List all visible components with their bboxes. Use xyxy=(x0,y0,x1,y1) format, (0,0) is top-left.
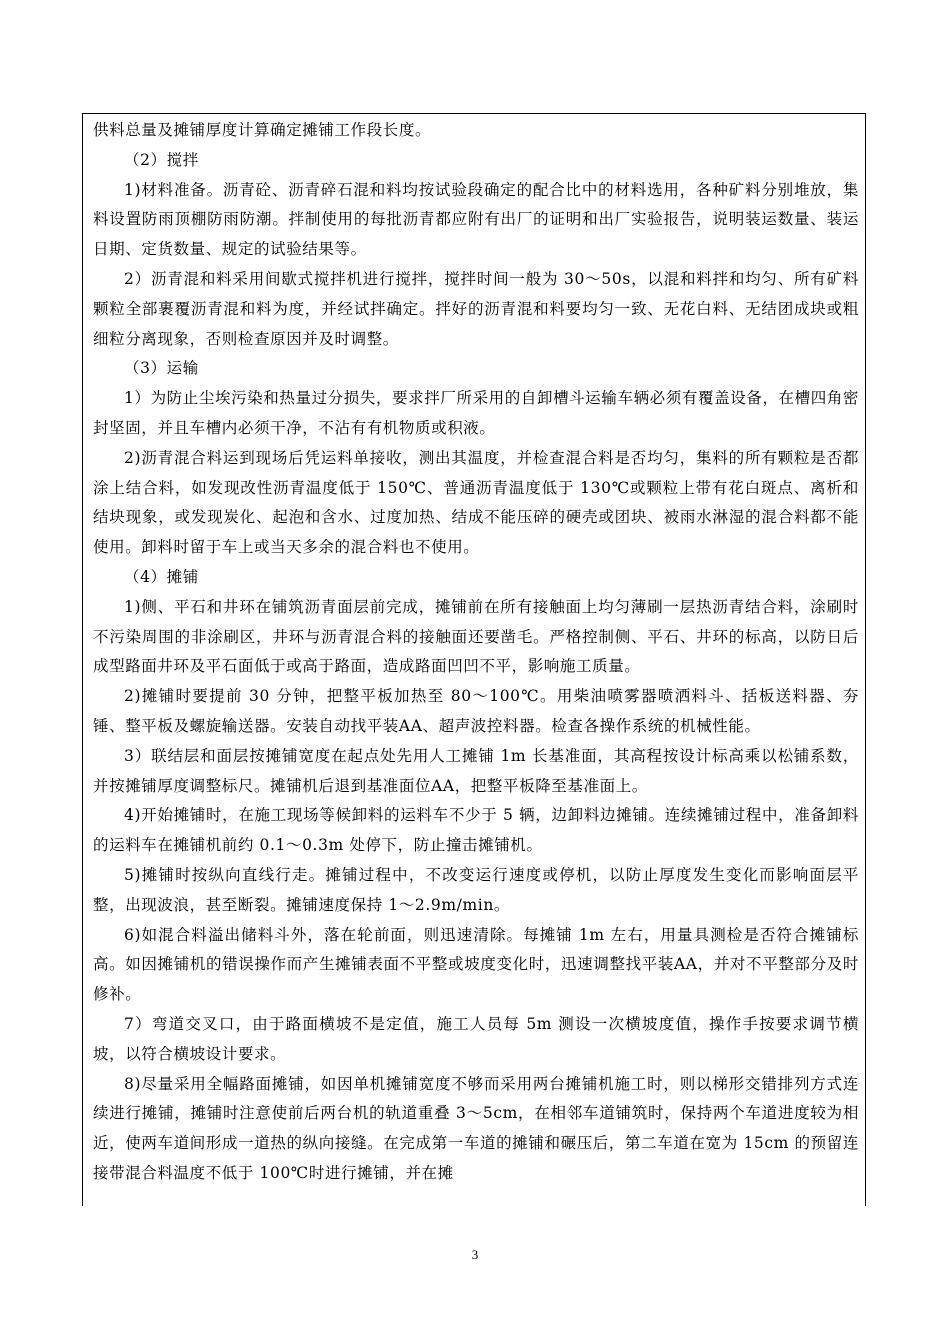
paragraph-paving-2: 2)摊铺时要提前 30 分钟，把整平板加热至 80～100℃。用柴油喷雾器喷洒料斗、括板送料器、夯锤、整平板及螺旋输送器。安装自动找平装AA、超声波控料器。检查各操作系统的机械性能。 xyxy=(93,687,859,735)
paragraph-paving-6: 6)如混合料溢出储料斗外，落在轮前面，则迅速清除。每摊铺 1m 左右，用量具测检是否符合摊铺标高。如因摊铺机的错误操作而产生摊铺表面不平整或坡度变化时，迅速调整找平装AA，并对不平整部分及时修补。 xyxy=(93,925,859,1004)
paragraph-paving-4: 4)开始摊铺时，在施工现场等候卸料的运料车不少于 5 辆，边卸料边摊铺。连续摊铺过程中，准备卸料的运料车在摊铺机前约 0.1～0.3m 处停下，防止撞击摊铺机。 xyxy=(93,806,859,855)
document-body xyxy=(93,116,859,1189)
paragraph-transport-cover: 1）为防止尘埃污染和热量过分损失，要求拌厂所采用的自卸槽斗运输车辆必须有覆盖设备，在槽四角密封坚固，并且车槽内必须干净，不沾有有机物质或积液。 xyxy=(93,389,859,437)
paragraph-paving-8: 8)尽量采用全幅路面摊铺，如因单机摊铺宽度不够而采用两台摊铺机施工时，则以梯形交错排列方式连续进行摊铺，摊铺时注意使前后两台机的轨道重叠 3～5cm，在相邻车道铺筑时，保持两个车道进度较为相近，使两车道间形成一道热的纵向接缝。在完成第一车道的摊铺和碾压后，第二车道在宽为 15cm 的预留连接带混合料温度不低于 100℃时进行摊铺，并在摊 xyxy=(93,1074,859,1182)
paragraph-paving-5: 5)摊铺时按纵向直线行走。摊铺过程中，不改变运行速度或停机，以防止厚度发生变化而影响面层平整，出现波浪，甚至断裂。摊铺速度保持 1～2.9m/min。 xyxy=(93,865,859,914)
content-table-frame xyxy=(82,113,866,1206)
heading-mixing: （2）搅拌 xyxy=(124,150,199,169)
paragraph-continuation: 供料总量及摊铺厚度计算确定摊铺工作段长度。 xyxy=(93,121,432,139)
paragraph-mixing-method: 2）沥青混和料采用间歇式搅拌机进行搅拌，搅拌时间一般为 30～50s，以混和料拌和均匀、所有矿料颗粒全部裹覆沥青混和料为度，并经试拌确定。拌好的沥青混和料要均匀一致、无花白料、无结团成块或粗细粒分离现象，否则检查原因并及时调整。 xyxy=(93,269,859,348)
paragraph-transport-inspection: 2)沥青混合料运到现场后凭运料单接收，测出其温度，并检查混合料是否均匀，集料的所有颗粒是否都涂上结合料，如发现改性沥青温度低于 150℃、普通沥青温度低于 130℃或颗粒上带有花白斑点、离析和结块现象，或发现炭化、起泡和含水、过度加热、结成不能压碎的硬壳或团块、被雨水淋湿的混合料都不能使用。卸料时留于车上或当天多余的混合料也不使用。 xyxy=(93,448,859,557)
paragraph-paving-1: 1)侧、平石和井环在铺筑沥青面层前完成，摊铺前在所有接触面上均匀薄刷一层热沥青结合料，涂刷时不污染周围的非涂刷区，井环与沥青混合料的接触面还要凿毛。严格控制侧、平石、井环的标高，以防日后成型路面井环及平石面低于或高于路面，造成路面凹凹不平，影响施工质量。 xyxy=(93,597,859,676)
paragraph-material-prep: 1)材料准备。沥青砼、沥青碎石混和料均按试验段确定的配合比中的材料选用，各种矿料分别堆放，集料设置防雨顶棚防雨防潮。拌制使用的每批沥青都应附有出厂的证明和出厂实验报告，说明装运数量、装运日期、定货数量、规定的试验结果等。 xyxy=(93,180,859,259)
paragraph-paving-3: 3）联结层和面层按摊铺宽度在起点处先用人工摊铺 1m 长基准面，其高程按设计标高乘以松铺系数，并按摊铺厚度调整标尺。摊铺机后退到基准面位AA，把整平板降至基准面上。 xyxy=(93,746,859,795)
heading-paving: （4）摊铺 xyxy=(124,567,199,586)
paragraph-paving-7: 7）弯道交叉口，由于路面横坡不是定值，施工人员每 5m 测设一次横坡度值，操作手按要求调节横坡，以符合横坡设计要求。 xyxy=(93,1014,859,1063)
page-number: 3 xyxy=(471,1247,479,1262)
heading-transport: （3）运输 xyxy=(124,359,199,378)
